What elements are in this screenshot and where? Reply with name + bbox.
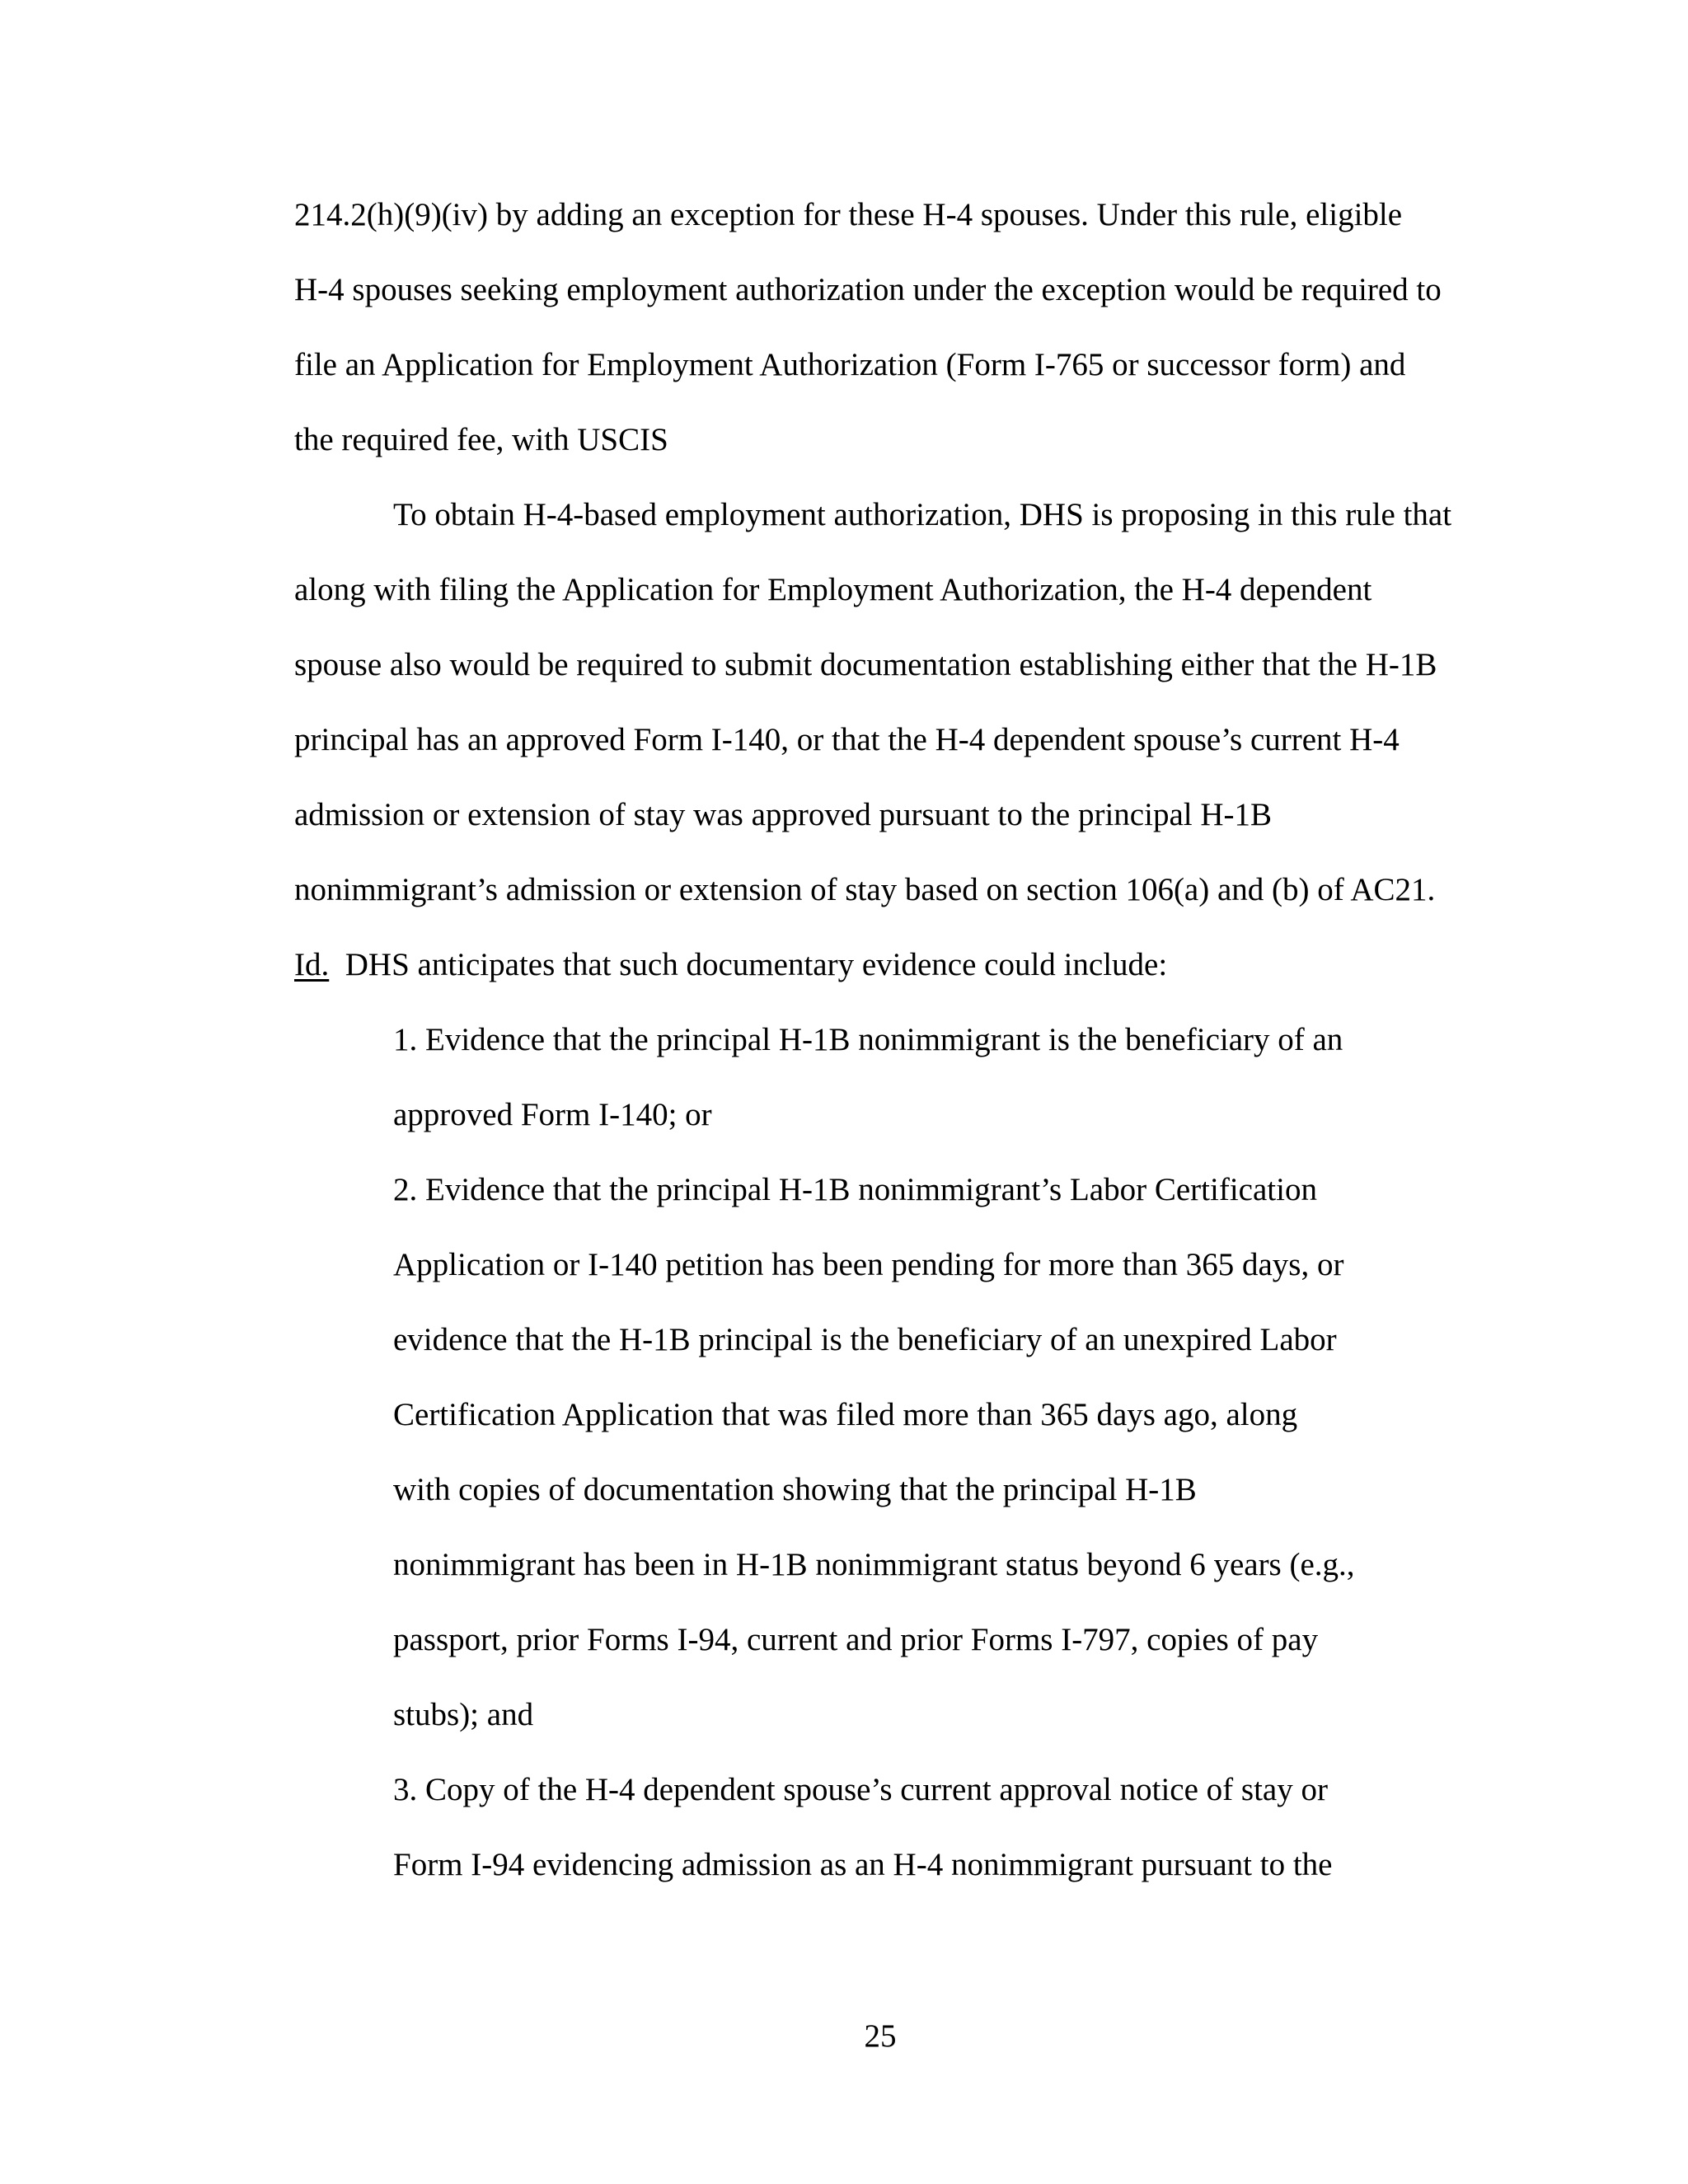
body-text-segment: DHS anticipates that such documentary evidence could include:	[329, 947, 1168, 982]
page-number: 25	[864, 2018, 897, 2054]
body-text-line: spouse also would be required to submit documentation establishing either that the H-1B	[294, 647, 1437, 682]
list-item-line: with copies of documentation showing that the principal H-1B	[393, 1472, 1197, 1507]
list-item-line: 3. Copy of the H-4 dependent spouse’s current approval notice of stay or	[393, 1772, 1328, 1807]
list-item-line: stubs); and	[393, 1697, 534, 1732]
body-text-line: To obtain H-4-based employment authorization, DHS is proposing in this rule that	[393, 497, 1452, 532]
body-text-line: H-4 spouses seeking employment authorization under the exception would be required to	[294, 272, 1442, 307]
list-item-line: nonimmigrant has been in H-1B nonimmigrant status beyond 6 years (e.g.,	[393, 1547, 1355, 1582]
body-text-line	[294, 946, 1167, 984]
body-text-line: along with filing the Application for Employment Authorization, the H-4 dependent	[294, 572, 1372, 607]
list-item-line: evidence that the H-1B principal is the beneficiary of an unexpired Labor	[393, 1322, 1337, 1357]
list-item-line: Application or I-140 petition has been pending for more than 365 days, or	[393, 1247, 1344, 1282]
citation-id: Id.	[294, 947, 330, 982]
list-item-line: Certification Application that was filed more than 365 days ago, along	[393, 1397, 1298, 1432]
body-text-line: admission or extension of stay was approved pursuant to the principal H-1B	[294, 797, 1273, 832]
body-text-line: the required fee, with USCIS	[294, 422, 668, 457]
body-text-line: file an Application for Employment Authorization (Form I-765 or successor form) and	[294, 347, 1406, 382]
body-text-line: 214.2(h)(9)(iv) by adding an exception for these H-4 spouses. Under this rule, eligible	[294, 197, 1403, 232]
list-item-line: Form I-94 evidencing admission as an H-4 nonimmigrant pursuant to the	[393, 1847, 1333, 1882]
body-text-line: principal has an approved Form I-140, or that the H-4 dependent spouse’s current H-4	[294, 722, 1400, 757]
list-item-line: passport, prior Forms I-94, current and prior Forms I-797, copies of pay	[393, 1622, 1319, 1657]
list-item-line: approved Form I-140; or	[393, 1097, 712, 1132]
list-item-line: 1. Evidence that the principal H-1B nonimmigrant is the beneficiary of an	[393, 1022, 1343, 1057]
list-item-line: 2. Evidence that the principal H-1B nonimmigrant’s Labor Certification	[393, 1172, 1317, 1207]
body-text-line: nonimmigrant’s admission or extension of stay based on section 106(a) and (b) of AC21.	[294, 872, 1436, 907]
